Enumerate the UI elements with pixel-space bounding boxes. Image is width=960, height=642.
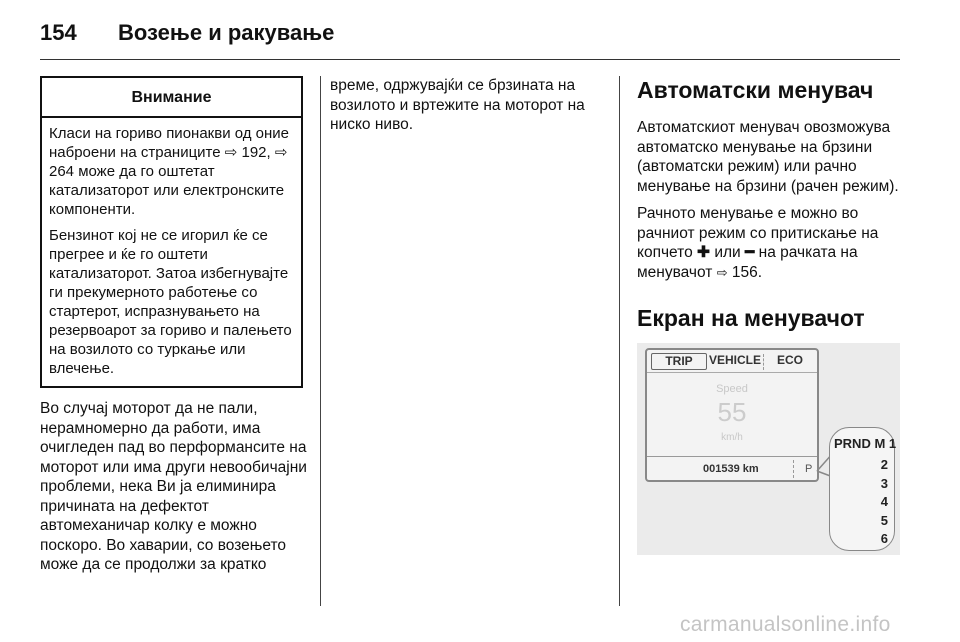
auto-paragraph-2: Рачното менување е можно во рачниот режим со притискање на копчето ✚ или ━ на рачката на менувачот ⇨ 156. (637, 205, 879, 281)
breakdown-paragraph: Во случај моторот да не пали, нерамномерно да работи, има очигледен пад во перформансите на моторот или има други невообичајни проблеми, нека Ви ја елиминира причината на дефектот автомеханичар колку е можно поскоро. Во хаварии, со возењето може да се продолжи за кратко (40, 400, 307, 573)
gear-4: 4 (880, 494, 888, 509)
warning-body (42, 118, 301, 378)
page-header (40, 20, 334, 46)
column-divider-1 (320, 76, 321, 606)
gear-3: 3 (880, 475, 888, 491)
gear-selector-callout (829, 427, 895, 551)
gear-6: 6 (880, 531, 888, 546)
warning-box (40, 76, 303, 388)
speed-label: Speed (716, 383, 748, 395)
plus-icon: ✚ (697, 244, 711, 261)
gear-5: 5 (880, 512, 888, 528)
minus-icon: ━ (745, 244, 755, 261)
warning-title: Внимание (42, 78, 301, 118)
tab-vehicle: VEHICLE (709, 353, 762, 367)
column-divider-2 (619, 76, 620, 606)
auto-paragraph-1: Автоматскиот менувач овозможува автоматско менување на брзини (автоматски режим) или рачно менување на брзини (рачен режим). (637, 119, 899, 195)
odometer: 001539 km (703, 463, 759, 475)
odometer-divider (647, 456, 817, 457)
tab-eco: ECO (777, 353, 804, 367)
odometer-separator (793, 460, 794, 478)
display-tabs (647, 350, 817, 373)
gear-2: 2 (880, 457, 888, 472)
page-number: 154 (40, 20, 77, 45)
watermark: carmanualsonline.info (680, 613, 891, 636)
page-reference-arrow-icon: ⇨ (716, 264, 728, 280)
transmission-display-figure (637, 343, 900, 555)
page-reference[interactable]: 156. (731, 263, 763, 281)
section-heading-display: Екран на менувачот (637, 305, 865, 331)
tab-trip: TRIP (651, 353, 707, 370)
speed-unit: km/h (721, 432, 743, 443)
speed-value: 55 (717, 397, 747, 427)
automatic-transmission-section (637, 76, 905, 346)
manual-gear-list (881, 456, 888, 549)
warning-paragraph-2: Бензинот кој не се игорил ќе се прегрее и ќе го оштети катализаторот. Затоа избегнувајте ги прекумерното работење со стартерот, испразнувањето на резервоарот за гориво и палењето на возилото со туркање или влечење. (49, 227, 292, 377)
instrument-screen (645, 348, 819, 482)
tab-separator (763, 354, 764, 370)
section-title: Возење и ракување (118, 20, 335, 45)
continuation-paragraph: време, одржувајќи се брзината на возилото и вртежите на моторот на ниско ниво. (330, 77, 585, 133)
header-divider (40, 59, 900, 60)
warning-paragraph-1: Класи на гориво пионакви од оние наброени на страниците ⇨ 192, ⇨ 264 може да го оштетат катализаторот или електронските компоненти. (49, 125, 290, 218)
gear-indicator: P (805, 463, 813, 475)
gear-positions: PRND M 1 (834, 436, 897, 451)
section-heading-auto: Автоматски менувач (637, 77, 874, 103)
